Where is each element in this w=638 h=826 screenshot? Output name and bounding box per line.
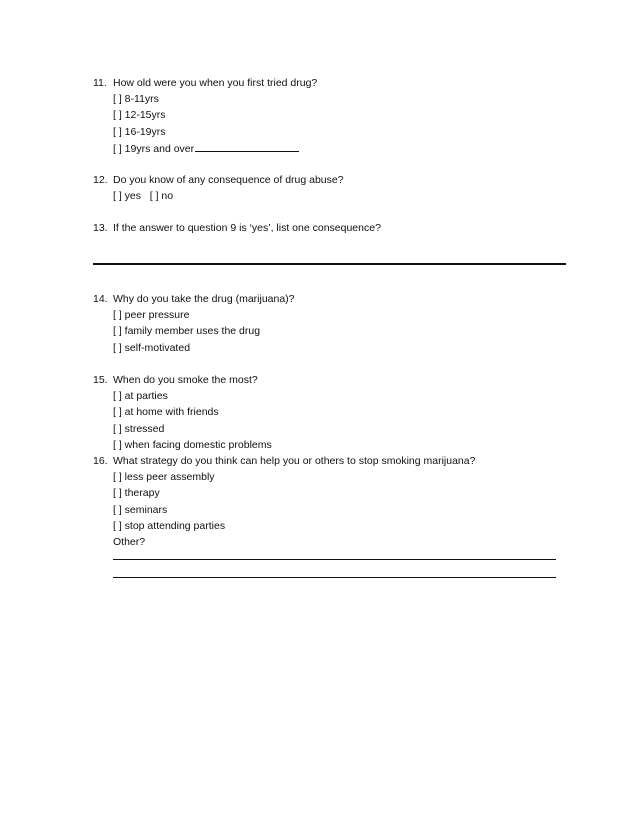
option-stressed[interactable]: [ ] stressed <box>113 422 165 435</box>
question-13 <box>93 220 573 236</box>
option-seminars[interactable]: [ ] seminars <box>113 503 168 516</box>
question-text: What strategy do you think can help you or others to stop smoking marijuana? <box>113 455 476 467</box>
question-number: 11. <box>93 77 107 89</box>
answer-line[interactable] <box>93 263 566 265</box>
option-16-19[interactable]: [ ] 16-19yrs <box>113 125 166 138</box>
other-answer-line-2[interactable] <box>113 577 556 578</box>
option-label: [ ] 19yrs and over <box>113 142 195 155</box>
question-text: When do you smoke the most? <box>113 374 258 386</box>
option-therapy[interactable]: [ ] therapy <box>113 487 160 500</box>
question-number: 13. <box>93 222 108 234</box>
other-answer-line-1[interactable] <box>113 559 556 560</box>
question-text: Why do you take the drug (marijuana)? <box>113 293 295 305</box>
option-8-11[interactable]: [ ] 8-11yrs <box>113 93 159 105</box>
other-label: Other? <box>113 536 146 549</box>
question-15 <box>93 372 573 453</box>
question-number: 15. <box>93 374 108 386</box>
question-16 <box>93 453 573 550</box>
option-stop-attending-parties[interactable]: [ ] stop attending parties <box>113 519 226 532</box>
option-family-member[interactable]: [ ] family member uses the drug <box>113 325 261 338</box>
question-number: 16. <box>93 455 108 467</box>
option-yes-no[interactable]: [ ] yes [ ] no <box>113 190 174 202</box>
question-14 <box>93 291 573 356</box>
option-domestic-problems[interactable]: [ ] when facing domestic problems <box>113 438 272 451</box>
option-12-15[interactable]: [ ] 12-15yrs <box>113 109 166 122</box>
option-peer-pressure[interactable]: [ ] peer pressure <box>113 309 190 321</box>
option-less-peer-assembly[interactable]: [ ] less peer assembly <box>113 471 215 483</box>
option-19-and-over[interactable] <box>93 140 573 156</box>
option-at-home[interactable]: [ ] at home with friends <box>113 406 219 419</box>
question-text: If the answer to question 9 is ‘yes’, list one consequence? <box>113 222 381 234</box>
question-number: 14. <box>93 293 108 305</box>
option-self-motivated[interactable]: [ ] self-motivated <box>113 341 191 354</box>
question-text: Do you know of any consequence of drug abuse? <box>113 174 344 186</box>
question-11 <box>93 75 573 156</box>
answer-blank[interactable] <box>195 140 299 152</box>
question-12 <box>93 172 573 204</box>
option-at-parties[interactable]: [ ] at parties <box>113 390 168 402</box>
question-text: How old were you when you first tried drug? <box>113 77 318 89</box>
question-number: 12. <box>93 174 108 186</box>
